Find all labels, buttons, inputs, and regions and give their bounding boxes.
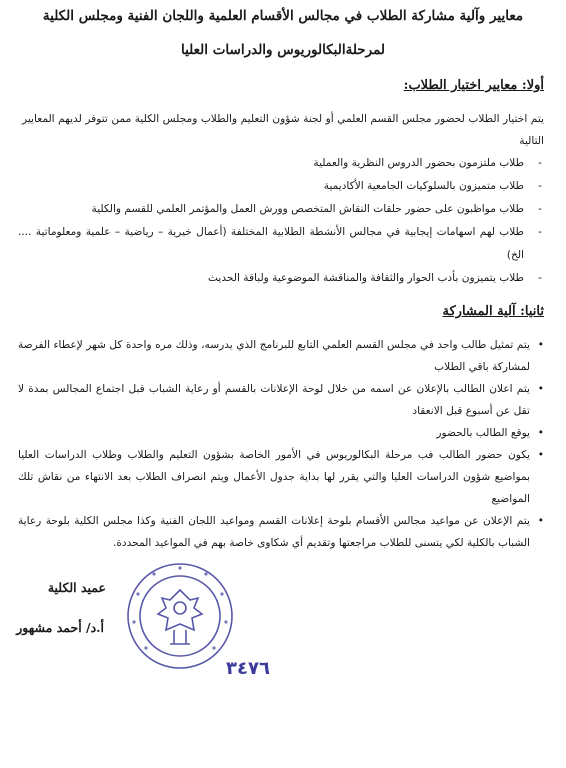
list-item: - طلاب يتميزون بأدب الحوار والثقافة والمناقشة الموضوعية ولباقة الحديث [208, 272, 542, 284]
section1-heading: أولا: معايير اختيار الطلاب: [403, 78, 544, 93]
document-subtitle: لمرحلةالبكالوريوس والدراسات العليا [180, 42, 386, 58]
document-serial-number: ٣٤٧٦ [226, 658, 270, 679]
section1-intro: يتم اختيار الطلاب لحضور مجلس القسم العلمي أو لجنة شؤون التعليم والطلاب ومجلس الكلية ممن تتوفر لديهم المعايير التالية [22, 113, 544, 147]
signature-name: أ.د/ أحمد مشهور [16, 620, 104, 635]
section1-list [18, 152, 544, 290]
list-item: - طلاب لهم اسهامات إيجابية في مجالس الأنشطة الطلابية المختلفة (أعمال خيرية – رياضية – علمية ومعلوماتية .... الخ) [18, 226, 542, 261]
official-seal-icon [124, 560, 236, 672]
list-item: • يكون حضور الطالب فب مرحلة البكالوريوس في الأمور الخاصة بشؤون التعليم والطلاب وطلاب الدراسات العليا بمواضيع شؤون الدراسات العليا والتي يقرر لها بداية جدول الأعمال ويتم انصراف الطلاب بعد الانتهاء من نقاش تلك المواضيع [18, 449, 544, 505]
list-item: - طلاب ملتزمون بحضور الدروس النظرية والعملية [313, 157, 542, 169]
list-item: - طلاب مواظبون على حضور حلقات النقاش المتخصص وورش العمل والمؤتمر العلمي للقسم والكلية [91, 203, 542, 215]
list-item: • يتم الإعلان عن مواعيد مجالس الأقسام بلوحة إعلانات القسم ومواعيد اللجان الفنية وكذا مجلس الكلية بلوحة رعاية الشباب بالكلية لكي يتسنى للطلاب مراجعتها وتقديم أي شكاوى خاصة بهم في المواعيد المحددة. [18, 515, 544, 549]
list-item: • يتم اعلان الطالب بالإعلان عن اسمه من خلال لوحة الإعلانات بالقسم أو رعاية الشباب قبل اجتماع المجالس بمدة لا تقل عن أسبوع قبل الانعقاد [18, 383, 544, 417]
list-item: • يوقع الطالب بالحضور [436, 427, 544, 439]
signature-role: عميد الكلية [47, 580, 106, 595]
section2-heading: ثانيا: آلية المشاركة [442, 304, 544, 319]
list-item: • يتم تمثيل طالب واحد في مجلس القسم العلمي التابع للبرنامج الذي يدرسه، وذلك مره واحدة كل شهر لإعطاء الفرصة لمشاركة باقي الطلاب [18, 339, 544, 373]
section2-list [18, 334, 544, 554]
list-item: - طلاب متميزون بالسلوكيات الجامعية الأكاديمية [323, 180, 542, 192]
document-title: معايير وآلية مشاركة الطلاب في مجالس الأقسام العلمية واللجان الفنية ومجلس الكلية [42, 8, 524, 24]
